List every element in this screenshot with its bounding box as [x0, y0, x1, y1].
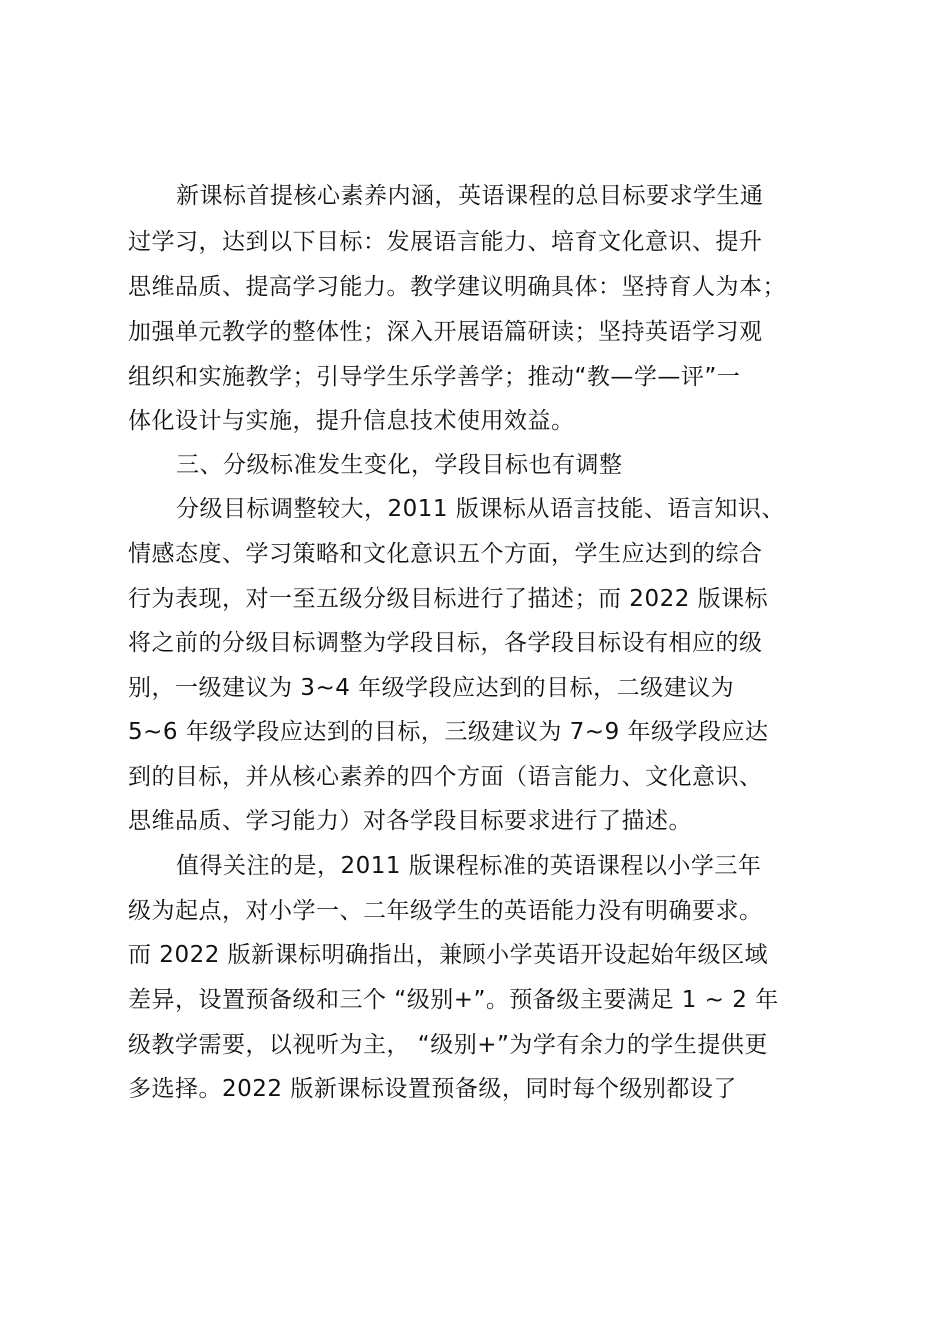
paragraph-2-line-2: 情感态度、学习策略和文化意识五个方面，学生应达到的综合	[128, 541, 763, 567]
paragraph-1-line-2: 过学习，达到以下目标：发展语言能力、培育文化意识、提升	[128, 229, 763, 255]
section-heading: 三、分级标准发生变化，学段目标也有调整	[176, 452, 623, 478]
paragraph-1-line-1: 新课标首提核心素养内涵，英语课程的总目标要求学生通	[176, 183, 764, 209]
paragraph-2-line-7: 到的目标，并从核心素养的四个方面（语言能力、文化意识、	[128, 764, 763, 790]
paragraph-3-line-1: 值得关注的是，2011 版课程标准的英语课程以小学三年	[176, 853, 762, 879]
paragraph-2-line-3: 行为表现，对一至五级分级目标进行了描述；而 2022 版课标	[128, 586, 769, 612]
paragraph-2-line-8: 思维品质、学习能力）对各学段目标要求进行了描述。	[128, 808, 692, 834]
paragraph-3-line-5: 级教学需要，以视听为主， “级别+”为学有余力的学生提供更	[128, 1032, 768, 1058]
paragraph-2-line-1: 分级目标调整较大，2011 版课标从语言技能、语言知识、	[176, 496, 785, 522]
paragraph-3-line-4: 差异，设置预备级和三个 “级别+”。预备级主要满足 1 ~ 2 年	[128, 987, 779, 1013]
paragraph-2-line-6: 5~6 年级学段应达到的目标，三级建议为 7~9 年级学段应达	[128, 719, 769, 745]
paragraph-3-line-3: 而 2022 版新课标明确指出，兼顾小学英语开设起始年级区域	[128, 942, 769, 968]
paragraph-2-line-4: 将之前的分级目标调整为学段目标，各学段目标设有相应的级	[128, 630, 763, 656]
paragraph-1-line-3: 思维品质、提高学习能力。教学建议明确具体：坚持育人为本；	[128, 274, 786, 300]
paragraph-3-line-6: 多选择。2022 版新课标设置预备级，同时每个级别都设了	[128, 1076, 737, 1102]
paragraph-3-line-2: 级为起点，对小学一、二年级学生的英语能力没有明确要求。	[128, 898, 763, 924]
paragraph-1-line-4: 加强单元教学的整体性；深入开展语篇研读；坚持英语学习观	[128, 319, 763, 345]
paragraph-1-line-5: 组织和实施教学；引导学生乐学善学；推动“教—学—评”一	[128, 364, 741, 390]
paragraph-2-line-5: 别，一级建议为 3~4 年级学段应达到的目标，二级建议为	[128, 675, 735, 701]
paragraph-1-line-6: 体化设计与实施，提升信息技术使用效益。	[128, 408, 575, 434]
